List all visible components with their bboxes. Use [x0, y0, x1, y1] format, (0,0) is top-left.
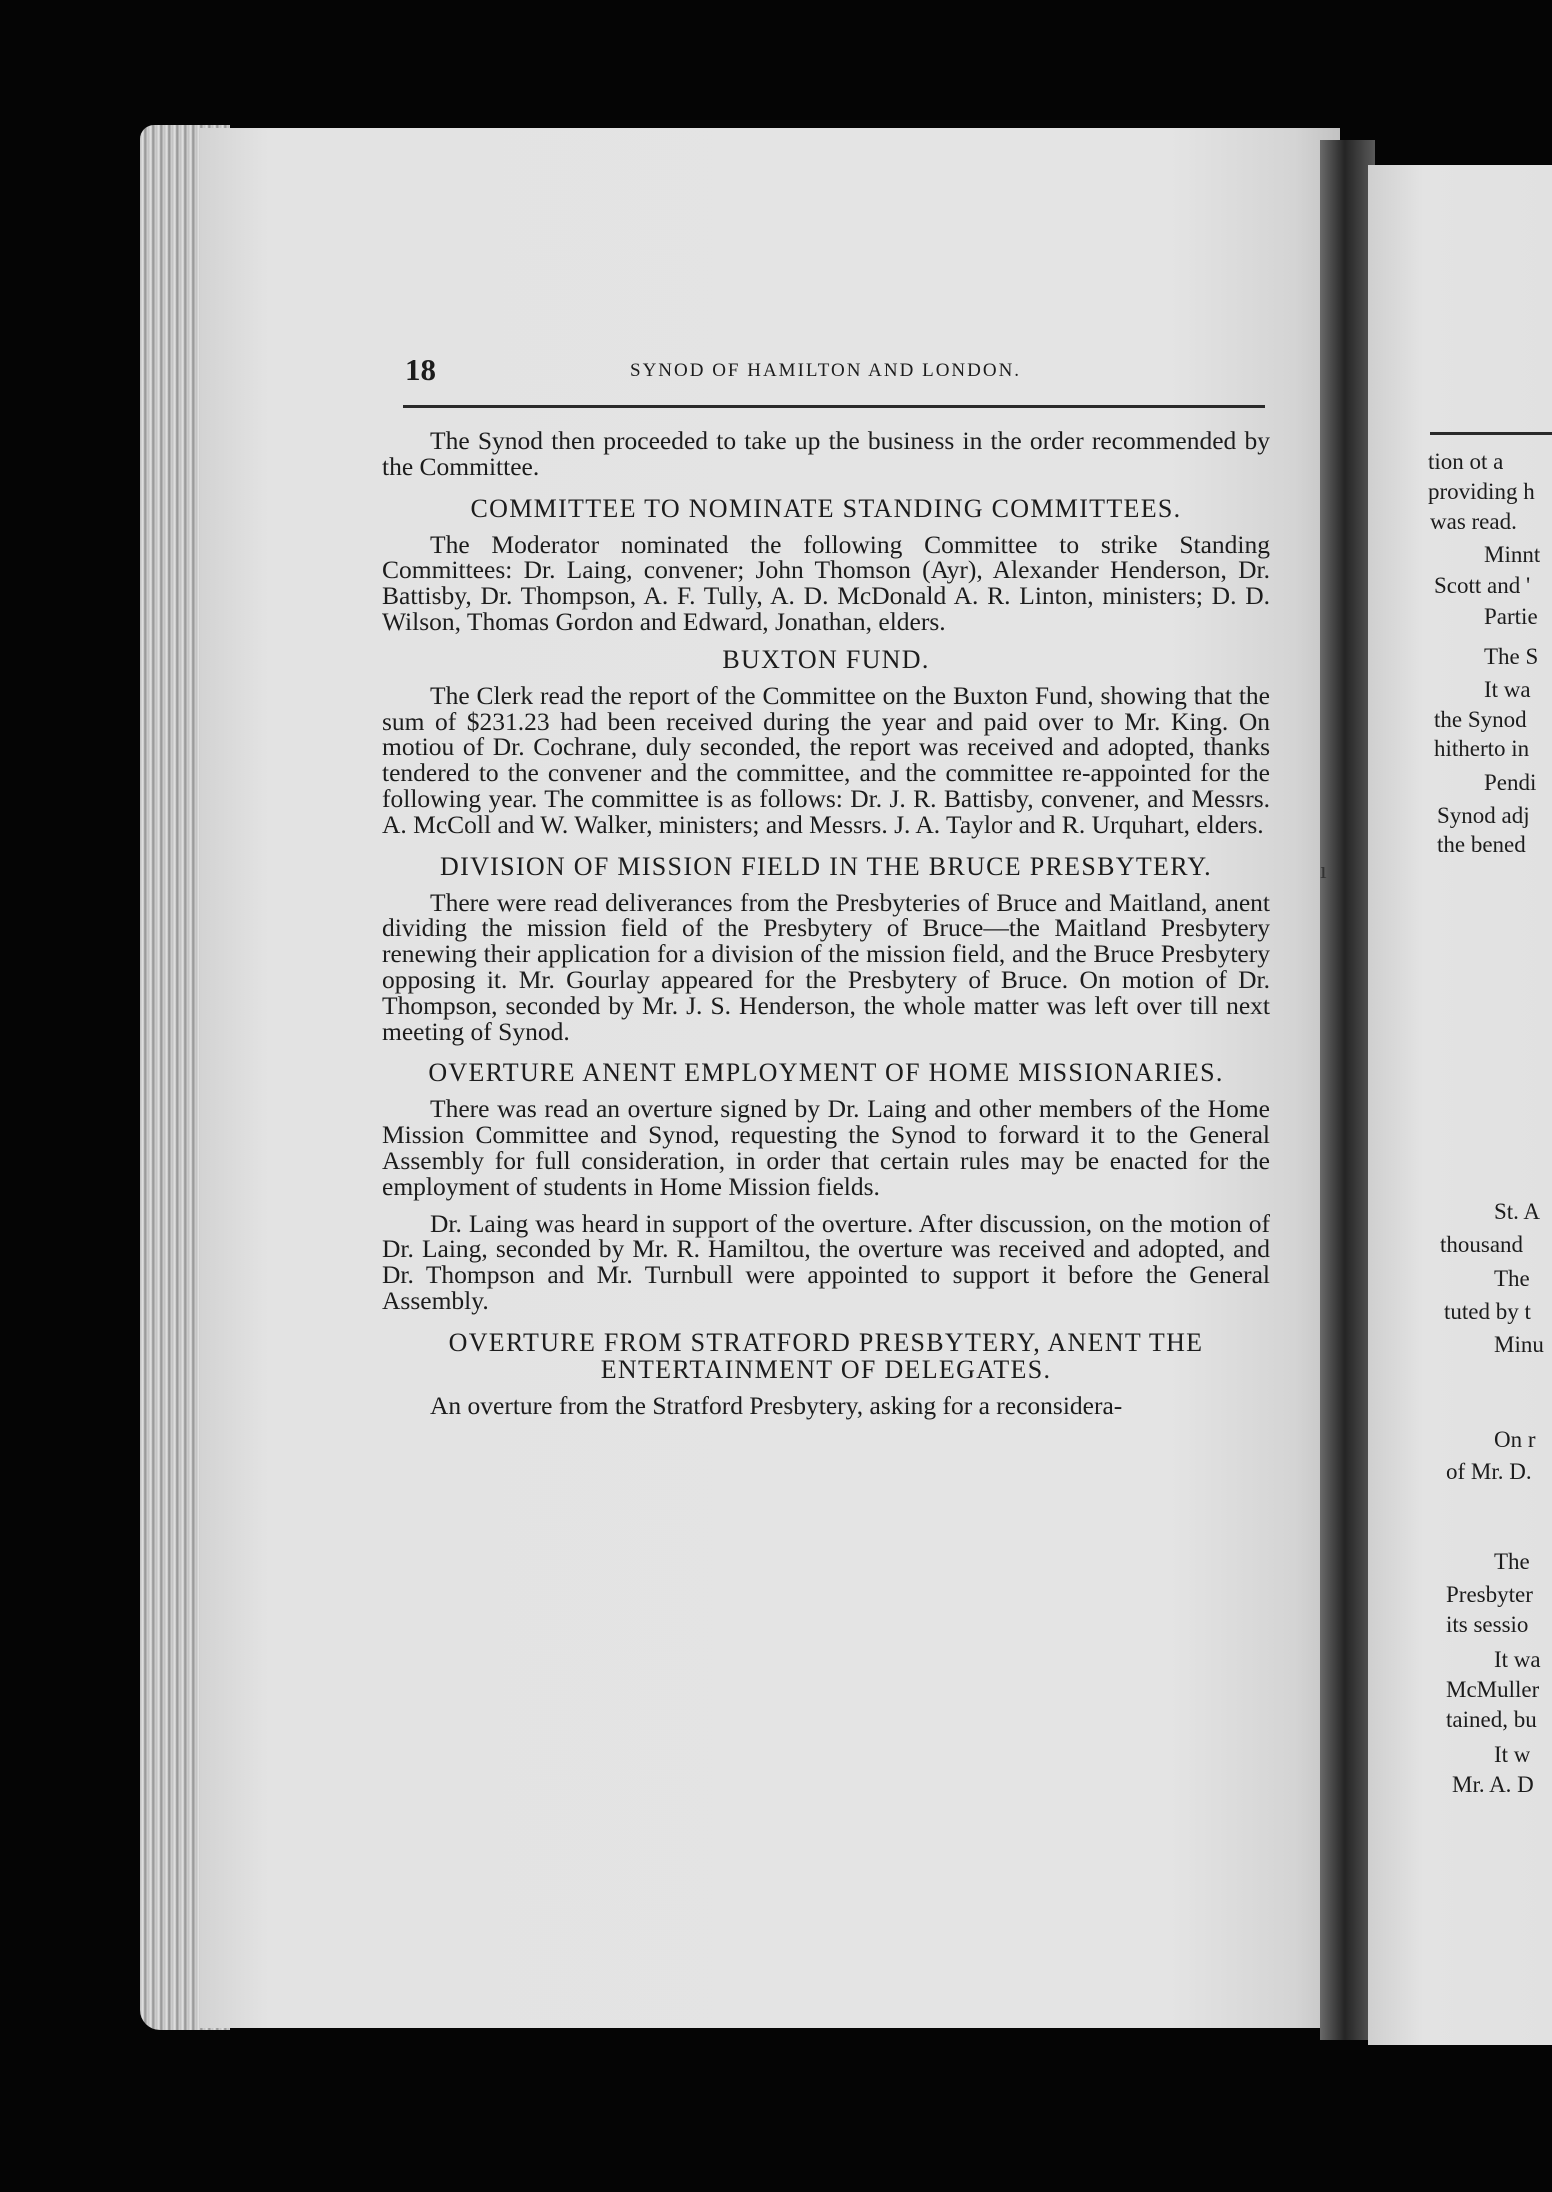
adjacent-page-line: It wa	[1494, 1648, 1541, 1672]
adjacent-page-line: Presbyter	[1446, 1583, 1533, 1607]
adjacent-page-line: Mr. A. D	[1452, 1773, 1534, 1797]
adjacent-page-line: The S	[1484, 645, 1539, 669]
adjacent-page-line: tained, bu	[1446, 1708, 1537, 1732]
adjacent-page-line: It wa	[1484, 678, 1531, 702]
adjacent-page-line: the bened	[1437, 833, 1526, 857]
adjacent-page-line: The	[1494, 1550, 1530, 1574]
adjacent-page-line: providing h	[1428, 480, 1535, 504]
body-paragraph: Dr. Laing was heard in support of the overture. After discussion, on the motion of Dr. Laing, seconded by Mr. R. Hamiltou, the overture was received and adopted, and Dr. Thompson and Mr. Turnbull were appointed to support it before the General Assembly.	[382, 1208, 1270, 1315]
adjacent-page-line: It w	[1494, 1743, 1531, 1767]
section-heading: DIVISION OF MISSION FIELD IN THE BRUCE PRESBYTERY.	[440, 851, 1212, 881]
adjacent-page-line: St. A	[1494, 1200, 1541, 1224]
adjacent-page-line: tion ot a	[1428, 450, 1504, 474]
body-paragraph: There were read deliverances from the Presbyteries of Bruce and Maitland, anent dividing the mission field of the Presbytery of Bruce—the Maitland Presbytery renewing their application for a division of the mission field, and the Bruce Presbytery opposing it. Mr. Gourlay appeared for the Presbytery of Bruce. On motion of Dr. Thompson, seconded by Mr. J. S. Henderson, the whole matter was left over till next meeting of Synod.	[382, 887, 1270, 1046]
adjacent-page-line: thousand	[1440, 1233, 1524, 1257]
body-paragraph: The Synod then proceeded to take up the business in the order recommended by the Committee.	[382, 426, 1270, 481]
adjacent-page-line: was read.	[1430, 510, 1517, 534]
adjacent-page-line: McMuller	[1446, 1678, 1540, 1702]
running-head: SYNOD OF HAMILTON AND LONDON.	[630, 360, 1022, 381]
adjacent-page-line: Synod adj	[1437, 804, 1530, 828]
body-paragraph: The Clerk read the report of the Committee on the Buxton Fund, showing that the sum of $231.23 had been received during the year and paid over to Mr. King. On motiou of Dr. Cochrane, duly seconded, the report was received and adopted, thanks tendered to the convener and the committee, and the committee re-appointed for the following year. The committee is as follows: Dr. J. R. Battisby, convener, and Messrs. A. McColl and W. Walker, ministers; and Messrs. J. A. Taylor and R. Urquhart, elders.	[382, 680, 1270, 839]
book-gutter	[1320, 140, 1375, 2040]
adjacent-page-line: the Synod	[1434, 708, 1527, 732]
adjacent-page-line: Scott and '	[1434, 574, 1531, 598]
stray-mark: ı	[1320, 858, 1327, 884]
adjacent-page-line: Pendi	[1484, 771, 1537, 795]
adjacent-page-line: tuted by t	[1444, 1300, 1531, 1324]
body-paragraph: An overture from the Stratford Presbytery, asking for a reconsidera-	[430, 1390, 1123, 1420]
adjacent-page-line: The	[1494, 1267, 1530, 1291]
adjacent-page-line: its sessio	[1446, 1613, 1529, 1637]
text-column	[382, 428, 1270, 1430]
adjacent-page-line: hitherto in	[1434, 737, 1530, 761]
adjacent-page-line: On r	[1494, 1428, 1536, 1452]
body-paragraph: The Moderator nominated the following Committee to strike Standing Committees: Dr. Laing, convener; John Thomson (Ayr), Alexander Henderson, Dr. Battisby, Dr. Thompson, A. F. Tully, A. D. McDonald A. R. Linton, ministers; D. D. Wilson, Thomas Gordon and Edward, Jonathan, elders.	[382, 529, 1270, 636]
adjacent-page-line: Minnt	[1484, 543, 1541, 567]
section-heading: OVERTURE ANENT EMPLOYMENT OF HOME MISSIONARIES.	[428, 1058, 1224, 1088]
adjacent-header-rule	[1430, 432, 1552, 435]
section-heading: OVERTURE FROM STRATFORD PRESBYTERY, ANENT THE ENTERTAINMENT OF DELEGATES.	[448, 1327, 1204, 1384]
page-number: 18	[405, 352, 436, 387]
header-rule	[403, 405, 1265, 408]
adjacent-page-line: of Mr. D.	[1446, 1460, 1532, 1484]
adjacent-page-line: Minu	[1494, 1333, 1544, 1357]
adjacent-page-line: Partie	[1484, 605, 1538, 629]
section-heading: COMMITTEE TO NOMINATE STANDING COMMITTEES.	[470, 493, 1182, 523]
section-heading: BUXTON FUND.	[722, 644, 930, 674]
body-paragraph: There was read an overture signed by Dr. Laing and other members of the Home Mission Committee and Synod, requesting the Synod to forward it to the General Assembly for full consideration, in order that certain rules may be enacted for the employment of students in Home Mission fields.	[382, 1094, 1270, 1201]
